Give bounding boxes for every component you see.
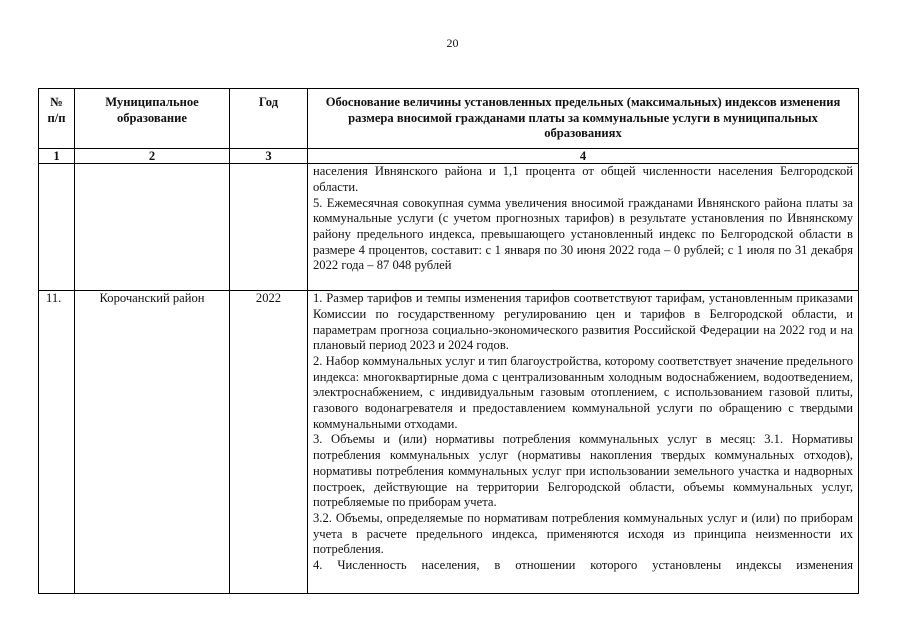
justification-paragraph: 3.2. Объемы, определяемые по нормативам потребления коммунальных услуг и (или) по приборам учета в расчете предельного индекса, применяются исходя из принципа неизменности их потребления. (313, 510, 853, 557)
header-year: Год (230, 89, 308, 149)
header-municipality: Муниципальное образование (75, 89, 230, 149)
header-number: № п/п (39, 89, 75, 149)
row-year (230, 164, 308, 291)
tariff-index-table (38, 88, 859, 594)
justification-paragraph: населения Ивнянского района и 1,1 процента от общей численности населения Белгородской области. (313, 164, 853, 194)
justification-paragraph: 4. Численность населения, в отношении которого установлены индексы изменения (313, 558, 853, 573)
row-municipality (75, 164, 230, 291)
row-year: 2022 (230, 291, 308, 594)
header-row (39, 89, 859, 149)
row-justification (308, 291, 859, 594)
row-number (39, 164, 75, 291)
page-number: 20 (446, 36, 459, 50)
header-justification: Обоснование величины установленных предельных (максимальных) индексов изменения размера вносимой гражданами платы за коммунальные услуги в муниципальных образованиях (308, 89, 859, 149)
row-justification (308, 164, 859, 291)
justification-paragraph: 5. Ежемесячная совокупная сумма увеличения вносимой гражданами Ивнянского района платы за коммунальные услуги (с учетом прогнозных тарифов) в результате установления по Ивнянскому району предельного индекса, превышающего установленный индекс по Белгородской области в размере 4 процентов, составит: с 1 января по 30 июня 2022 года – 0 рублей; с 1 июля по 31 декабря 2022 года – 87 048 рублей (313, 195, 853, 273)
justification-paragraph: 2. Набор коммунальных услуг и тип благоустройства, которому соответствует значение предельного индекса: многоквартирные дома с централизованным холодным водоснабжением, водоотведением, электроснабжением, с индивидуальным газовым отоплением, с использованием газовой плиты, газового водонагревателя и предоставлением коммунальной услуги по обращению с твердыми коммунальными отходами. (313, 353, 853, 431)
justification-paragraph: 3. Объемы и (или) нормативы потребления коммунальных услуг в месяц: 3.1. Нормативы потребления коммунальных услуг (нормативы накопления твердых коммунальных отходов), нормативы потребления коммунальных услуг при использовании земельного участка и надворных построек, действующие на территории Белгородской области, объемы коммунальных услуг, потребляемые по приборам учета. (313, 432, 853, 510)
table-row (39, 291, 859, 594)
table-row (39, 164, 859, 291)
column-number-row (39, 149, 859, 164)
justification-paragraph: 1. Размер тарифов и темпы изменения тарифов соответствуют тарифам, установленным приказами Комиссии по государственному регулированию цен и тарифов в Белгородской области, и параметрам прогноза социально-экономического развития Российской Федерации на 2022 год и на плановый период 2023 и 2024 годов. (313, 291, 853, 353)
row-number: 11. (39, 291, 75, 594)
column-number: 3 (230, 149, 308, 164)
column-number: 4 (308, 149, 859, 164)
row-municipality: Корочанский район (75, 291, 230, 594)
column-number: 1 (39, 149, 75, 164)
column-number: 2 (75, 149, 230, 164)
